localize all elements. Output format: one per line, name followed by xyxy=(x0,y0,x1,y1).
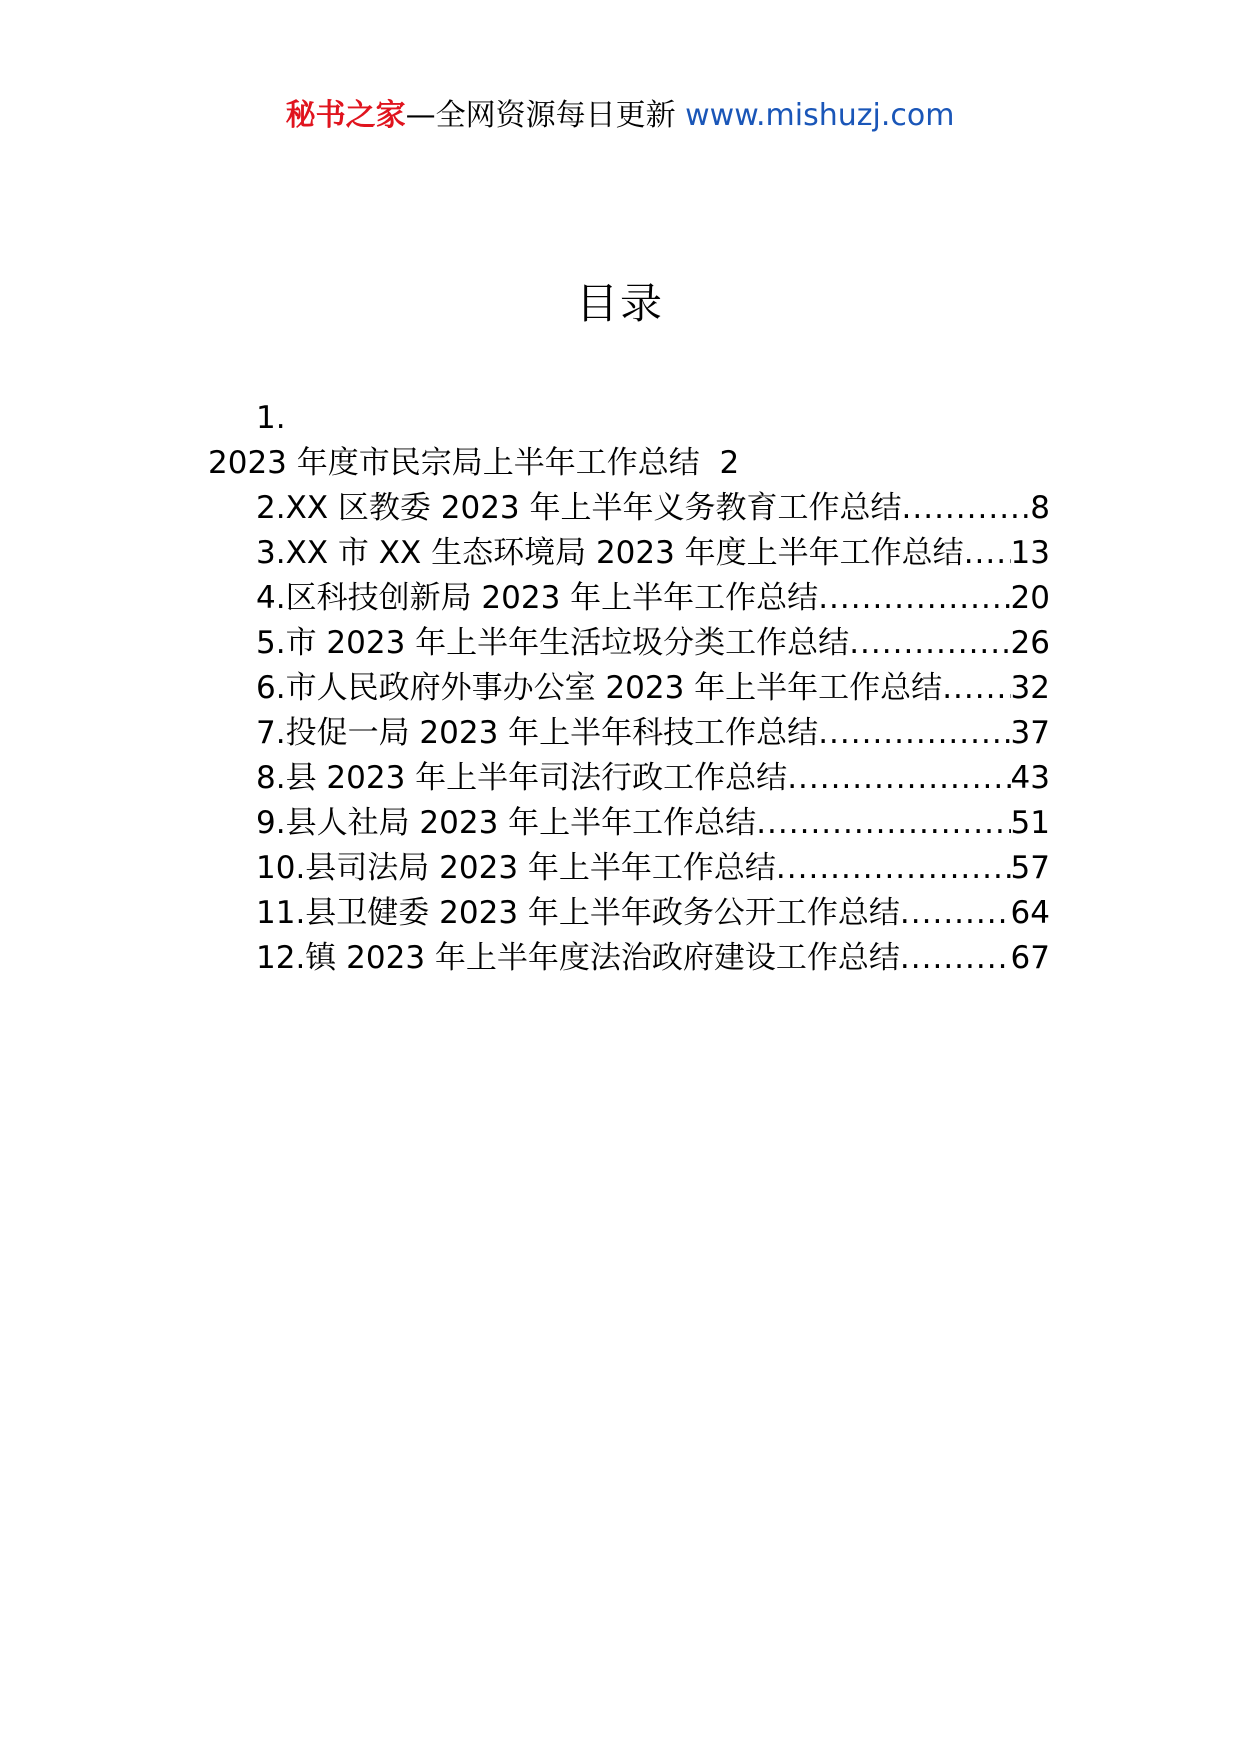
toc-entry-page: 32 xyxy=(1010,670,1050,706)
toc-entry-label: 2.XX 区教委 2023 年上半年义务教育工作总结 xyxy=(256,490,902,526)
toc-entry[interactable] xyxy=(256,666,1050,711)
toc-leader-dots xyxy=(849,621,1010,666)
toc-entry-page: 8 xyxy=(1030,490,1050,526)
toc-leader-dots xyxy=(787,756,1010,801)
toc-entry-page: 57 xyxy=(1010,850,1050,886)
header-tagline: —全网资源每日更新 xyxy=(405,98,676,133)
toc-leader-dots xyxy=(900,936,1011,981)
toc-entry[interactable] xyxy=(256,621,1050,666)
toc-entry-page: 20 xyxy=(1010,580,1050,616)
toc-entry-label: 12.镇 2023 年上半年度法治政府建设工作总结 xyxy=(256,940,900,976)
toc-leader-dots xyxy=(964,531,1011,576)
toc-entry-label: 11.县卫健委 2023 年上半年政务公开工作总结 xyxy=(256,895,900,931)
toc-entry[interactable] xyxy=(256,486,1050,531)
toc-entry-label: 5.市 2023 年上半年生活垃圾分类工作总结 xyxy=(256,625,850,661)
toc-entry-page: 64 xyxy=(1010,895,1050,931)
toc-entry-label: 3.XX 市 XX 生态环境局 2023 年度上半年工作总结 xyxy=(256,535,964,571)
toc-entry-page: 67 xyxy=(1010,940,1050,976)
toc-entry-1-text[interactable] xyxy=(208,441,739,486)
toc-entry-page: 26 xyxy=(1010,625,1050,661)
toc-leader-dots xyxy=(902,486,1031,531)
toc-entry-page: 13 xyxy=(1010,535,1050,571)
toc-entry-page: 43 xyxy=(1010,760,1050,796)
toc-entry-1-number[interactable]: 1. xyxy=(256,400,286,436)
toc-entry-label: 10.县司法局 2023 年上半年工作总结 xyxy=(256,850,776,886)
toc-entry-label: 7.投促一局 2023 年上半年科技工作总结 xyxy=(256,715,819,751)
toc-leader-dots xyxy=(776,846,1011,891)
toc-leader-dots xyxy=(818,576,1010,621)
toc-leader-dots xyxy=(942,666,1010,711)
toc-leader-dots xyxy=(900,891,1011,936)
toc-leader-dots xyxy=(818,711,1010,756)
toc-entry-label: 9.县人社局 2023 年上半年工作总结 xyxy=(256,805,757,841)
toc-entry-1-label: 2023 年度市民宗局上半年工作总结 xyxy=(208,445,700,481)
brand-name: 秘书之家 xyxy=(285,98,406,133)
toc-entry[interactable] xyxy=(256,531,1050,576)
site-url-link[interactable]: www.mishuzj.com xyxy=(685,98,955,133)
toc-entry-label: 6.市人民政府外事办公室 2023 年上半年工作总结 xyxy=(256,670,943,706)
toc-entry[interactable] xyxy=(256,576,1050,621)
toc-entry[interactable] xyxy=(256,891,1050,936)
toc-entry-page: 37 xyxy=(1010,715,1050,751)
toc-entry[interactable] xyxy=(256,801,1050,846)
toc-entry[interactable] xyxy=(256,756,1050,801)
toc-entry[interactable] xyxy=(256,711,1050,756)
toc-entry-1-page: 2 xyxy=(719,445,740,481)
toc-title: 目录 xyxy=(575,279,664,328)
toc-leader-dots xyxy=(756,801,1010,846)
toc-entry[interactable] xyxy=(256,936,1050,981)
toc-entry-label: 4.区科技创新局 2023 年上半年工作总结 xyxy=(256,580,819,616)
toc-entry[interactable] xyxy=(256,846,1050,891)
page-header xyxy=(0,96,1240,136)
toc-entry-label: 8.县 2023 年上半年司法行政工作总结 xyxy=(256,760,788,796)
toc-entry-page: 51 xyxy=(1010,805,1050,841)
